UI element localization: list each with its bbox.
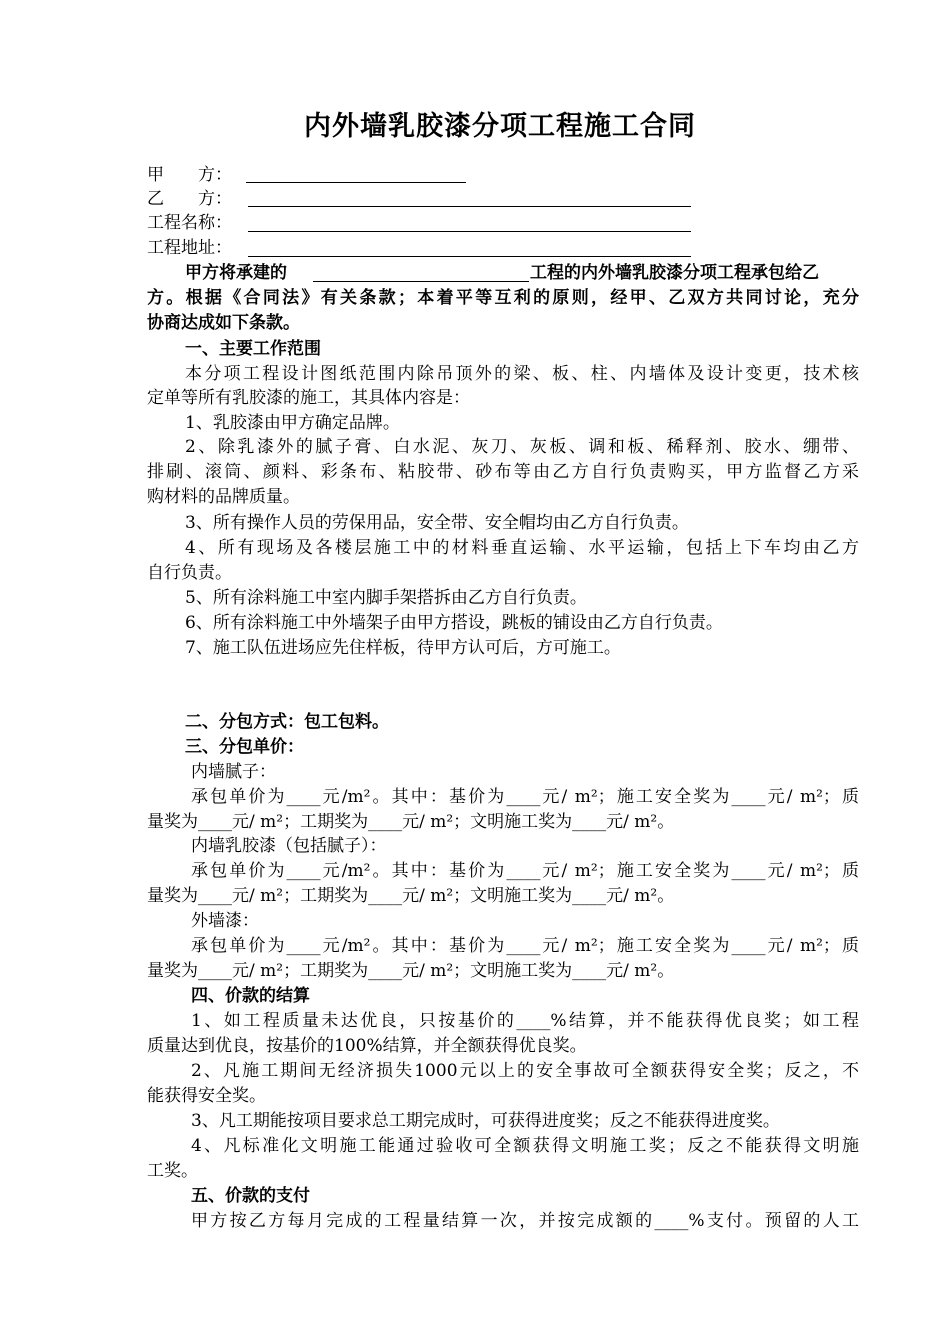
project-address-label: 工程地址： (147, 238, 232, 258)
intro-line-1a: 甲方将承建的 (185, 263, 287, 283)
s4-item-4-line-2: 工奖。 (147, 1161, 198, 1181)
s1-item-3: 3、所有操作人员的劳保用品，安全带、安全帽均由乙方自行负责。 (185, 513, 689, 533)
s1-para-line-1: 本分项工程设计图纸范围内除吊顶外的梁、板、柱、内墙体及设计变更，技术核 (185, 364, 859, 384)
s1-item-6: 6、所有涂料施工中外墙架子由甲方搭设，跳板的铺设由乙方自行负责。 (185, 613, 723, 633)
s3-exterior-paint-line-1: 承包单价为____元/m²。其中：基价为____元/ m²；施工安全奖为____元/ m²；质 (191, 936, 859, 956)
s3-interior-putty-title: 内墙腻子： (191, 762, 276, 782)
party-a-label: 甲 方： (147, 165, 232, 185)
s4-item-2-line-2: 能获得安全奖。 (147, 1086, 266, 1106)
section-3-heading: 三、分包单价： (185, 737, 304, 757)
project-name-label: 工程名称： (147, 213, 232, 233)
party-b-blank (248, 206, 691, 207)
s4-item-4-line-1: 4、凡标准化文明施工能通过验收可全额获得文明施工奖；反之不能获得文明施 (191, 1136, 859, 1156)
s3-interior-putty-line-2: 量奖为____元/ m²；工期奖为____元/ m²；文明施工奖为____元/ m²。 (147, 812, 675, 832)
s4-item-1-line-2: 质量达到优良，按基价的100%结算，并全额获得优良奖。 (147, 1036, 587, 1056)
project-address-blank (248, 256, 691, 257)
party-b-label: 乙 方： (147, 189, 232, 209)
project-address-field (147, 236, 247, 260)
section-1-heading: 一、主要工作范围 (185, 339, 321, 359)
s1-item-2-line-2: 排刷、滚筒、颜料、彩条布、粘胶带、砂布等由乙方自行负责购买，甲方监督乙方采 (147, 462, 859, 482)
s3-interior-putty-line-1: 承包单价为____元/m²。其中：基价为____元/ m²；施工安全奖为____元/ m²；质 (191, 787, 859, 807)
s3-exterior-paint-title: 外墙漆： (191, 911, 259, 931)
project-name-blank (248, 231, 691, 232)
party-a-field (147, 163, 247, 187)
s1-item-4-line-2: 自行负责。 (147, 563, 232, 583)
s4-item-3: 3、凡工期能按项目要求总工期完成时，可获得进度奖；反之不能获得进度奖。 (191, 1111, 780, 1131)
intro-line-2: 方。根据《合同法》有关条款；本着平等互利的原则，经甲、乙双方共同讨论，充分 (147, 288, 859, 308)
section-5-heading: 五、价款的支付 (191, 1186, 310, 1206)
s1-item-2-line-3: 购材料的品牌质量。 (147, 487, 300, 507)
s1-item-7: 7、施工队伍进场应先住样板，待甲方认可后，方可施工。 (185, 638, 621, 658)
s3-interior-latex-line-2: 量奖为____元/ m²；工期奖为____元/ m²；文明施工奖为____元/ m²。 (147, 886, 675, 906)
s3-interior-latex-title: 内墙乳胶漆（包括腻子）： (191, 836, 387, 856)
s1-item-2-line-1: 2、除乳漆外的腻子膏、白水泥、灰刀、灰板、调和板、稀释剂、胶水、绷带、 (185, 437, 859, 457)
section-2-heading: 二、分包方式：包工包料。 (185, 712, 389, 732)
s5-para-line-1: 甲方按乙方每月完成的工程量结算一次，并按完成额的____%支付。预留的人工 (191, 1211, 859, 1231)
party-a-blank (246, 182, 466, 183)
intro-project-blank (313, 281, 529, 282)
intro-line-1b: 工程的内外墙乳胶漆分项工程承包给乙 (530, 263, 819, 283)
s4-item-1-line-1: 1、如工程质量未达优良，只按基价的____%结算，并不能获得优良奖；如工程 (191, 1011, 859, 1031)
intro-line-3: 协商达成如下条款。 (147, 313, 300, 333)
document-title: 内外墙乳胶漆分项工程施工合同 (304, 111, 696, 142)
s1-item-1: 1、乳胶漆由甲方确定品牌。 (185, 413, 400, 433)
s1-item-4-line-1: 4、所有现场及各楼层施工中的材料垂直运输、水平运输，包括上下车均由乙方 (185, 538, 859, 558)
s1-item-5: 5、所有涂料施工中室内脚手架搭拆由乙方自行负责。 (185, 588, 587, 608)
s3-exterior-paint-line-2: 量奖为____元/ m²；工期奖为____元/ m²；文明施工奖为____元/ m²。 (147, 961, 675, 981)
project-name-field (147, 211, 247, 235)
section-4-heading: 四、价款的结算 (191, 986, 310, 1006)
s4-item-2-line-1: 2、凡施工期间无经济损失1000元以上的安全事故可全额获得安全奖；反之，不 (191, 1061, 859, 1081)
s3-interior-latex-line-1: 承包单价为____元/m²。其中：基价为____元/ m²；施工安全奖为____元/ m²；质 (191, 861, 859, 881)
party-b-field (147, 187, 247, 211)
s1-para-line-2: 定单等所有乳胶漆的施工，其具体内容是： (147, 388, 470, 408)
